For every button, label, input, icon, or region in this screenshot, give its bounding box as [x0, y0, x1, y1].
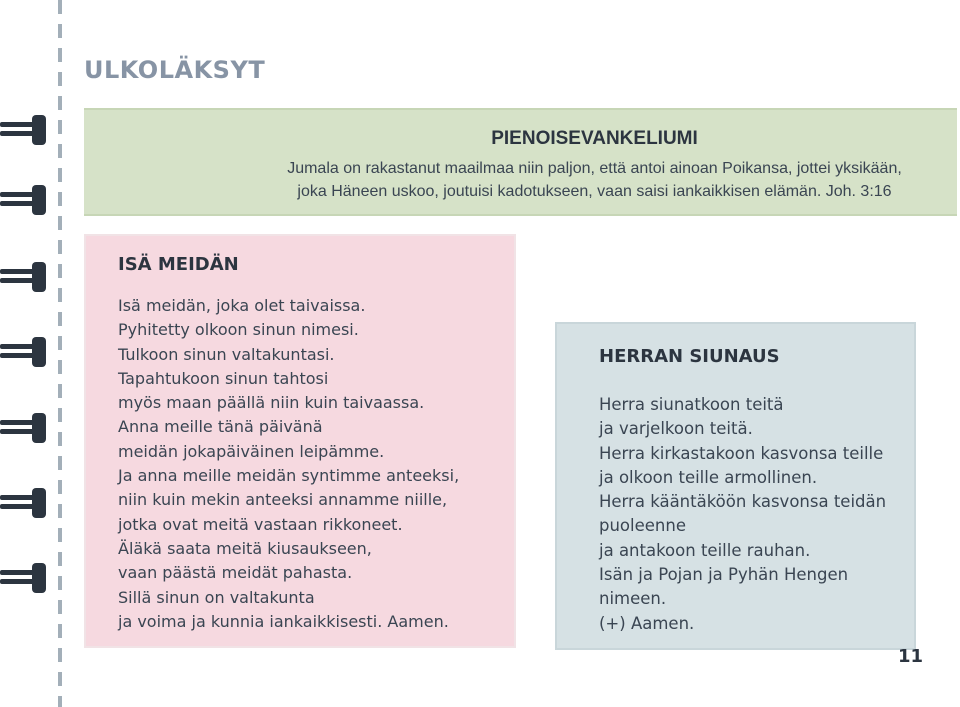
- prayer-line: Isä meidän, joka olet taivaissa.: [118, 296, 366, 315]
- prayer-line: Ja anna meille meidän syntimme anteeksi,: [118, 466, 460, 486]
- prayer-line: vaan päästä meidät pahasta.: [118, 563, 353, 583]
- prayer-line: Anna meille tänä päivänä: [118, 417, 323, 437]
- prayer-line: Tulkoon sinun valtakuntasi.: [118, 344, 335, 364]
- blessing-line: (+) Aamen.: [599, 613, 695, 633]
- pienoisevankeliumi-line: joka Häneen uskoo, joutuisi kadotukseen, vaan saisi iankaikkisen elämän. Joh. 3:16: [297, 183, 892, 200]
- pienoisevankeliumi-title: PIENOISEVANKELIUMI: [491, 128, 698, 149]
- page-number: 11: [898, 646, 924, 667]
- prayer-line: Äläkä saata meitä kiusaukseen,: [118, 538, 372, 558]
- herran-siunaus-title: HERRAN SIUNAUS: [599, 346, 780, 367]
- binding-ring-icon: [0, 262, 48, 292]
- prayer-line: jotka ovat meitä vastaan rikkoneet.: [118, 514, 403, 534]
- blessing-line: ja varjelkoon teitä.: [599, 419, 753, 439]
- blessing-line: ja olkoon teille armollinen.: [599, 467, 818, 487]
- pienoisevankeliumi-box: [84, 108, 957, 216]
- margin-dashed-line: [58, 0, 62, 707]
- page-title: ULKOLÄKSYT: [84, 56, 266, 84]
- prayer-line: meidän jokapäiväinen leipämme.: [118, 441, 385, 461]
- prayer-line: myös maan päällä niin kuin taivaassa.: [118, 393, 425, 413]
- blessing-line: Isän ja Pojan ja Pyhän Hengen: [599, 565, 849, 585]
- blessing-line: nimeen.: [599, 589, 667, 609]
- binding-ring-icon: [0, 115, 48, 145]
- blessing-line: puoleenne: [599, 516, 686, 536]
- blessing-line: Herra kääntäköön kasvonsa teidän: [599, 492, 887, 512]
- binding-ring-icon: [0, 488, 48, 518]
- binding-ring-icon: [0, 413, 48, 443]
- isa-meidan-text: [118, 294, 459, 634]
- binding-ring-icon: [0, 563, 48, 593]
- prayer-line: Tapahtukoon sinun tahtosi: [118, 368, 329, 388]
- blessing-line: Herra siunatkoon teitä: [599, 395, 784, 414]
- prayer-line: niin kuin mekin anteeksi annamme niille,: [118, 490, 448, 510]
- herran-siunaus-text: [599, 393, 886, 636]
- prayer-line: Sillä sinun on valtakunta: [118, 587, 315, 607]
- isa-meidan-box: [84, 234, 516, 648]
- prayer-line: Pyhitetty olkoon sinun nimesi.: [118, 320, 359, 340]
- isa-meidan-title: ISÄ MEIDÄN: [118, 254, 239, 275]
- binding-ring-icon: [0, 337, 48, 367]
- pienoisevankeliumi-line: Jumala on rakastanut maailmaa niin paljon, että antoi ainoan Poikansa, jottei yksikään,: [287, 160, 902, 177]
- blessing-line: ja antakoon teille rauhan.: [599, 540, 811, 560]
- herran-siunaus-box: [555, 322, 916, 650]
- blessing-line: Herra kirkastakoon kasvonsa teille: [599, 443, 884, 463]
- binding-ring-icon: [0, 185, 48, 215]
- prayer-line: ja voima ja kunnia iankaikkisesti. Aamen.: [118, 611, 449, 631]
